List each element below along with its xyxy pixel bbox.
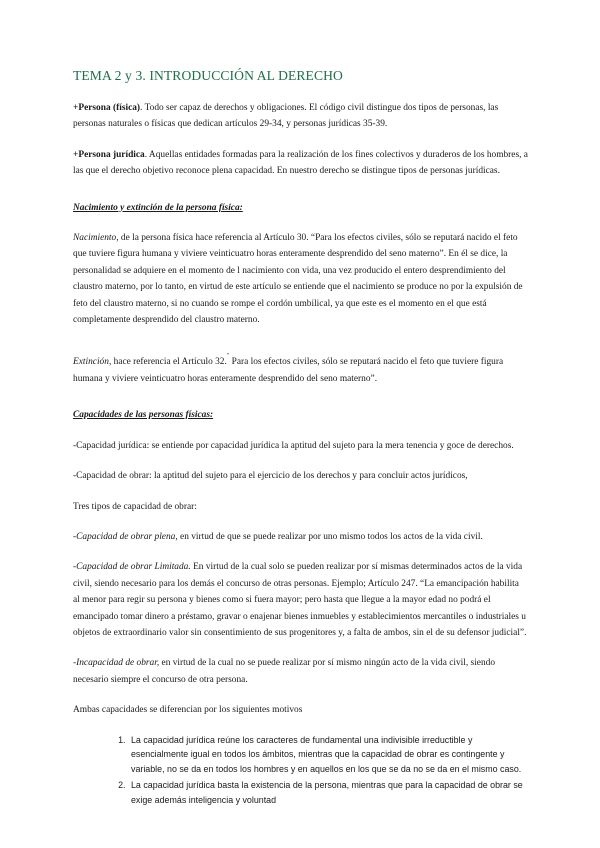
- paragraph-tres-tipos: Tres tipos de capacidad de obrar:: [73, 501, 197, 512]
- footnote-mark: ": [226, 353, 230, 360]
- definition-nacimiento: , de la persona física hace referencia al Artículo 30. “Para los efectos civiles, sólo se reputará nacido el feto que tuviere figura humana y viviere veinticuatro horas enteramente desprendido del seno materno”. En él se dice, la personalidad se adquiere en el momento de l nacimiento con vida, una vez producido el entero desprendimiento del claustro materno, por lo tanto, en virtud de este artículo se entiende que el nacimiento se produce no por la expulsión de feto del claustro materno, si no cuando se rompe el cordón umbilical, ya que este es el momento en el que está completamente desprendido del claustro materno.: [73, 233, 523, 326]
- definition-persona-juridica: . Aquellas entidades formadas para la realización de los fines colectivos y duraderos de los hombres, a las que el derecho objetivo reconoce plena capacidad. En nuestro derecho se distingue tipos de personas jurídicas.: [73, 149, 528, 177]
- paragraph-extincion: [73, 348, 528, 387]
- paragraph-persona-fisica: [73, 100, 528, 133]
- definition-obrar-plena: , en virtud de que se puede realizar por uno mismo todos los actos de la vida civil.: [175, 531, 483, 542]
- definition-incapacidad: en virtud de la cual no se puede realizar por sí mismo ningún acto de la vida civil, siendo necesario siempre el concurso de otra persona.: [73, 658, 496, 685]
- term-obrar-limitada: -Capacidad de obrar Limitada.: [73, 562, 191, 573]
- term-nacimiento: Nacimiento: [73, 233, 117, 244]
- motivos-list: [73, 733, 528, 808]
- heading-capacidades-text: Capacidades de las personas físicas:: [73, 410, 214, 421]
- paragraph-incapacidad: [73, 655, 528, 688]
- section-heading-capacidades: [73, 407, 528, 423]
- term-persona-fisica: +Persona (física): [73, 103, 141, 113]
- list-item: 1. La capacidad jurídica reúne los caracteres de fundamental una indivisible irreductible y esencialmente igual en todos los ámbitos, mientras que la capacidad de obrar es contingente y variable, no se da en todos los hombres y en aquellos en los que se da no se da en el mismo caso.: [128, 733, 528, 777]
- term-incapacidad: -Incapacidad de obrar,: [73, 658, 160, 669]
- definition-obrar-limitada: En virtud de la cual solo se pueden realizar por sí mismas determinados actos de la vida civil, siendo necesario para los demás el concurso de otras personas. Ejemplo; Artículo 247. “La emancipación habilita al menor para regir su persona y bienes como si fuera mayor; pero hasta que llegue a la mayor edad no podrá el emancipado tomar dinero a préstamo, gravar o enajenar bienes inmuebles y establecimientos mercantiles o industriales u objetos de extraordinario valor sin consentimiento de sus progenitores y, a falta de ambos, sin el de su defensor judicial”.: [73, 562, 527, 638]
- section-heading-nacimiento: [73, 200, 528, 216]
- paragraph-obrar-limitada: [73, 559, 528, 641]
- term-persona-juridica: +Persona jurídica: [73, 149, 145, 160]
- paragraph-persona-juridica: [73, 147, 528, 180]
- paragraph-obrar-plena: [73, 529, 528, 545]
- list-item: 2. La capacidad jurídica basta la existencia de la persona, mientras que para la capacidad de obrar se exige además inteligencia y voluntad: [128, 778, 528, 807]
- paragraph-ambas: Ambas capacidades se diferencian por los siguientes motivos: [73, 705, 303, 716]
- term-obrar-plena: -Capacidad de obrar plena: [73, 531, 176, 542]
- term-extincion: Extinción: [73, 357, 109, 368]
- paragraph-capacidad-juridica: -Capacidad jurídica: se entiende por capacidad jurídica la aptitud del sujeto para la mera tenencia y goce de derechos.: [73, 440, 514, 451]
- paragraph-nacimiento: [73, 230, 528, 328]
- heading-nacimiento-text: Nacimiento y extinción de la persona física:: [73, 202, 243, 213]
- extincion-intro: , hace referencia el Artículo 32.: [108, 357, 227, 368]
- paragraph-capacidad-obrar: -Capacidad de obrar: la aptitud del sujeto para el ejercicio de los derechos y para concluir actos jurídicos,: [73, 471, 468, 482]
- definition-persona-fisica: . Todo ser capaz de derechos y obligaciones. El código civil distingue dos tipos de personas, las personas naturales o físicas que dedican artículos 29-34, y personas jurídicas 35-39.: [73, 103, 499, 130]
- document-title: TEMA 2 y 3. INTRODUCCIÓN AL DERECHO: [73, 68, 343, 83]
- extincion-quote: Para los efectos civiles, sólo se reputará nacido el feto que tuviere figura humana y viviere veinticuatro horas enteramente desprendido del seno materno”.: [73, 357, 504, 384]
